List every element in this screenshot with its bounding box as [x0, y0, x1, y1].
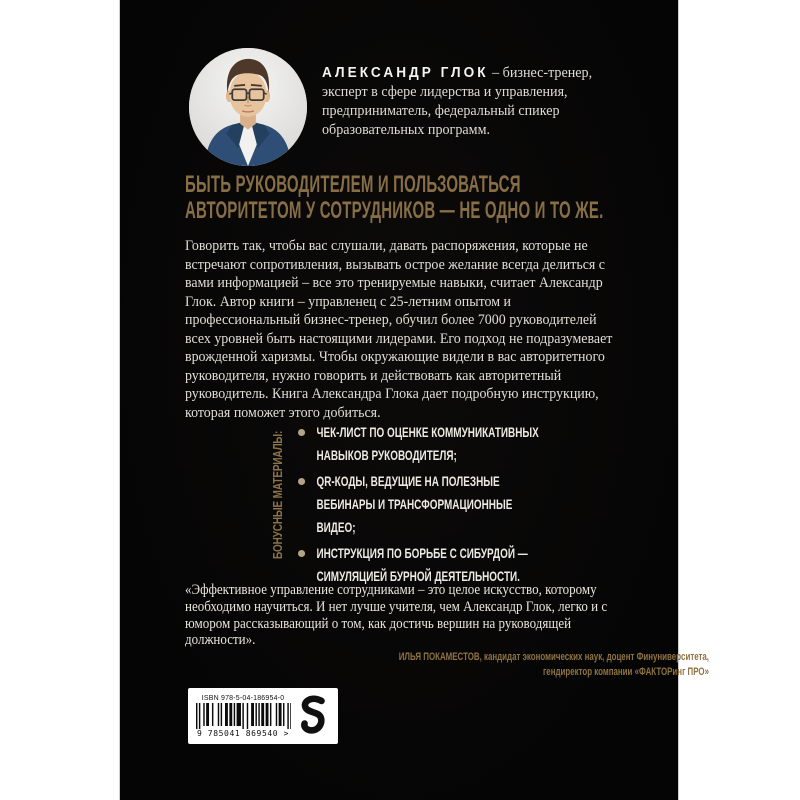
- author-portrait-illustration: [189, 48, 307, 166]
- book-back-cover: [120, 0, 709, 800]
- barcode-panel: [188, 688, 338, 744]
- isbn-label: ISBN 978-5-04-186954-0: [201, 694, 285, 702]
- bullet-dot-icon: [298, 550, 305, 557]
- headline-block: [185, 172, 635, 224]
- review-attribution-line2: гендиректор компании «ФАКТОРинг ПРО»: [543, 666, 709, 678]
- bonus-materials-list: [298, 421, 554, 591]
- review-quote-text: «Эффективное управление сотрудниками – это целое искусство, которому необходимо научиться. И нет лучше учителя, чем Александр Глок, легко и с юмором рассказывающий о том, как достичь вершин на руководящей должности».: [185, 582, 608, 649]
- bonus-list-item: [298, 470, 554, 539]
- annotation-block: [185, 237, 625, 422]
- bonus-list-item: [298, 421, 554, 467]
- author-bio-block: [322, 64, 614, 140]
- barcode-digits: 9 785041 869540 >: [196, 728, 290, 738]
- barcode-area: [192, 695, 294, 738]
- review-attribution-line1: ИЛЬЯ ПОКАМЕСТОВ, кандидат экономических наук, доцент Финуниверситета,: [398, 651, 709, 663]
- annotation-text: Говорить так, чтобы вас слушали, давать распоряжения, которые не встречают сопротивления, вызывать острое желание всегда делиться с вами информацией – все это тренируемые навыки, считает Александр Глок. Автор книги – управленец с 25-летним опытом и профессиональный бизнес-тренер, обучил более 7000 руководителей всех уровней быть настоящими лидерами. Его подход не подразумевает врожденной харизмы. Чтобы окружающие видели в вас авторитетного руководителя, нужно говорить и действовать как авторитетный руководитель. Книга Александра Глока дает подробную инструкцию, которая поможет этого добиться.: [185, 238, 613, 421]
- bullet-dot-icon: [298, 478, 305, 485]
- bullet-dot-icon: [298, 429, 305, 436]
- bonus-item-text: QR-КОДЫ, ВЕДУЩИЕ НА ПОЛЕЗНЫЕ ВЕБИНАРЫ И ТРАНСФОРМАЦИОННЫЕ ВИДЕО;: [316, 473, 513, 535]
- review-attribution: [189, 650, 709, 680]
- author-name: АЛЕКСАНДР ГЛОК: [322, 65, 489, 81]
- author-bio-text: – бизнес-тренер, эксперт в сфере лидерства и управления, предприниматель, федеральный спикер образовательных программ.: [322, 65, 593, 138]
- author-photo: [189, 48, 307, 166]
- review-quote-block: [185, 582, 625, 649]
- bonus-materials-label: БОНУСНЫЕ МАТЕРИАЛЫ:: [271, 430, 285, 559]
- headline-text: БЫТЬ РУКОВОДИТЕЛЕМ И ПОЛЬЗОВАТЬСЯ АВТОРИТЕТОМ У СОТРУДНИКОВ — НЕ ОДНО И ТО ЖЕ.: [185, 171, 604, 224]
- barcode-bars: [195, 703, 291, 729]
- bonus-item-text: ИНСТРУКЦИЯ ПО БОРЬБЕ С СИБУРДОЙ — СИМУЛЯЦИЕЙ БУРНОЙ ДЕЯТЕЛЬНОСТИ.: [316, 545, 528, 584]
- publisher-eksmo-logo-icon: [294, 694, 334, 738]
- bonus-item-text: ЧЕК-ЛИСТ ПО ОЦЕНКЕ КОММУНИКАТИВНЫХ НАВЫКОВ РУКОВОДИТЕЛЯ;: [316, 424, 539, 463]
